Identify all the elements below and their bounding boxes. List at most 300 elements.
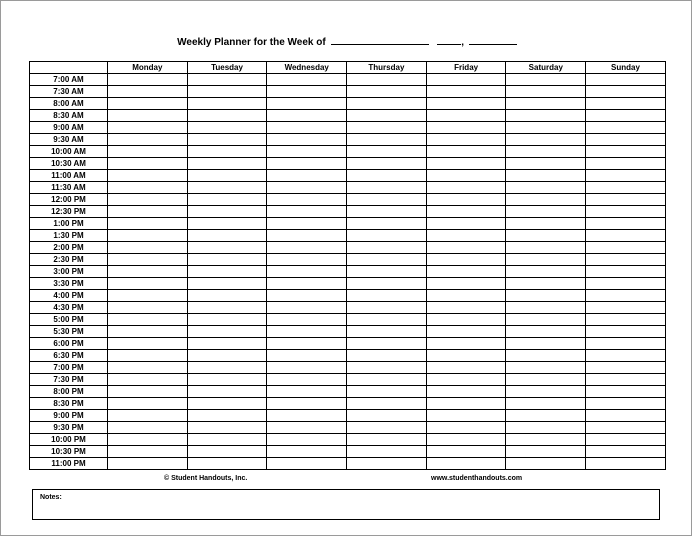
- slot-cell-friday[interactable]: [426, 458, 506, 470]
- slot-cell-sunday[interactable]: [586, 350, 666, 362]
- day-header-thursday: Thursday: [347, 62, 427, 74]
- slot-cell-thursday[interactable]: [347, 314, 427, 326]
- slot-cell-sunday[interactable]: [586, 278, 666, 290]
- time-row: [30, 218, 666, 230]
- slot-cell-sunday[interactable]: [586, 146, 666, 158]
- slot-cell-saturday[interactable]: [506, 434, 586, 446]
- slot-cell-monday[interactable]: [108, 158, 188, 170]
- slot-cell-tuesday[interactable]: [187, 242, 267, 254]
- slot-cell-wednesday[interactable]: [267, 86, 347, 98]
- slot-cell-thursday[interactable]: [347, 398, 427, 410]
- day-header-sunday: Sunday: [586, 62, 666, 74]
- week-year-blank[interactable]: [469, 35, 517, 45]
- slot-cell-thursday[interactable]: [347, 326, 427, 338]
- title-text: Weekly Planner for the Week of: [177, 37, 326, 48]
- slot-cell-sunday[interactable]: [586, 446, 666, 458]
- time-row: [30, 146, 666, 158]
- slot-cell-tuesday[interactable]: [187, 410, 267, 422]
- slot-cell-sunday[interactable]: [586, 386, 666, 398]
- slot-cell-tuesday[interactable]: [187, 218, 267, 230]
- slot-cell-monday[interactable]: [108, 98, 188, 110]
- time-row: [30, 182, 666, 194]
- time-label: 11:00 PM: [30, 458, 108, 470]
- time-label: 11:30 AM: [30, 182, 108, 194]
- slot-cell-sunday[interactable]: [586, 158, 666, 170]
- slot-cell-thursday[interactable]: [347, 134, 427, 146]
- slot-cell-friday[interactable]: [426, 194, 506, 206]
- slot-cell-thursday[interactable]: [347, 350, 427, 362]
- slot-cell-friday[interactable]: [426, 362, 506, 374]
- slot-cell-tuesday[interactable]: [187, 122, 267, 134]
- slot-cell-tuesday[interactable]: [187, 350, 267, 362]
- slot-cell-friday[interactable]: [426, 98, 506, 110]
- slot-cell-monday[interactable]: [108, 146, 188, 158]
- slot-cell-monday[interactable]: [108, 338, 188, 350]
- slot-cell-friday[interactable]: [426, 398, 506, 410]
- slot-cell-wednesday[interactable]: [267, 410, 347, 422]
- slot-cell-friday[interactable]: [426, 122, 506, 134]
- slot-cell-friday[interactable]: [426, 386, 506, 398]
- slot-cell-saturday[interactable]: [506, 230, 586, 242]
- slot-cell-thursday[interactable]: [347, 386, 427, 398]
- slot-cell-saturday[interactable]: [506, 134, 586, 146]
- time-row: [30, 314, 666, 326]
- slot-cell-saturday[interactable]: [506, 398, 586, 410]
- time-label: 8:30 AM: [30, 110, 108, 122]
- slot-cell-monday[interactable]: [108, 398, 188, 410]
- slot-cell-wednesday[interactable]: [267, 146, 347, 158]
- time-label: 12:00 PM: [30, 194, 108, 206]
- slot-cell-friday[interactable]: [426, 254, 506, 266]
- slot-cell-monday[interactable]: [108, 278, 188, 290]
- slot-cell-saturday[interactable]: [506, 146, 586, 158]
- slot-cell-wednesday[interactable]: [267, 434, 347, 446]
- slot-cell-sunday[interactable]: [586, 230, 666, 242]
- slot-cell-wednesday[interactable]: [267, 362, 347, 374]
- day-header-tuesday: Tuesday: [187, 62, 267, 74]
- slot-cell-saturday[interactable]: [506, 110, 586, 122]
- slot-cell-tuesday[interactable]: [187, 386, 267, 398]
- time-row: [30, 254, 666, 266]
- slot-cell-friday[interactable]: [426, 302, 506, 314]
- slot-cell-wednesday[interactable]: [267, 98, 347, 110]
- slot-cell-monday[interactable]: [108, 362, 188, 374]
- slot-cell-thursday[interactable]: [347, 146, 427, 158]
- slot-cell-monday[interactable]: [108, 350, 188, 362]
- slot-cell-friday[interactable]: [426, 242, 506, 254]
- slot-cell-monday[interactable]: [108, 218, 188, 230]
- slot-cell-saturday[interactable]: [506, 374, 586, 386]
- slot-cell-saturday[interactable]: [506, 158, 586, 170]
- slot-cell-monday[interactable]: [108, 434, 188, 446]
- slot-cell-wednesday[interactable]: [267, 182, 347, 194]
- slot-cell-sunday[interactable]: [586, 434, 666, 446]
- time-row: [30, 170, 666, 182]
- slot-cell-monday[interactable]: [108, 194, 188, 206]
- slot-cell-thursday[interactable]: [347, 422, 427, 434]
- slot-cell-tuesday[interactable]: [187, 98, 267, 110]
- notes-label: Notes:: [40, 494, 62, 501]
- slot-cell-friday[interactable]: [426, 206, 506, 218]
- slot-cell-thursday[interactable]: [347, 446, 427, 458]
- slot-cell-monday[interactable]: [108, 458, 188, 470]
- slot-cell-friday[interactable]: [426, 326, 506, 338]
- notes-box[interactable]: [32, 489, 660, 520]
- time-label: 10:00 PM: [30, 434, 108, 446]
- day-header-saturday: Saturday: [506, 62, 586, 74]
- slot-cell-wednesday[interactable]: [267, 422, 347, 434]
- slot-cell-sunday[interactable]: [586, 410, 666, 422]
- slot-cell-tuesday[interactable]: [187, 86, 267, 98]
- slot-cell-tuesday[interactable]: [187, 134, 267, 146]
- slot-cell-thursday[interactable]: [347, 242, 427, 254]
- slot-cell-friday[interactable]: [426, 422, 506, 434]
- slot-cell-friday[interactable]: [426, 110, 506, 122]
- slot-cell-tuesday[interactable]: [187, 374, 267, 386]
- slot-cell-tuesday[interactable]: [187, 338, 267, 350]
- slot-cell-wednesday[interactable]: [267, 338, 347, 350]
- slot-cell-tuesday[interactable]: [187, 446, 267, 458]
- slot-cell-sunday[interactable]: [586, 422, 666, 434]
- slot-cell-thursday[interactable]: [347, 254, 427, 266]
- time-label: 8:00 PM: [30, 386, 108, 398]
- time-label: 6:30 PM: [30, 350, 108, 362]
- slot-cell-friday[interactable]: [426, 410, 506, 422]
- slot-cell-saturday[interactable]: [506, 194, 586, 206]
- slot-cell-wednesday[interactable]: [267, 110, 347, 122]
- time-label: 1:00 PM: [30, 218, 108, 230]
- slot-cell-sunday[interactable]: [586, 242, 666, 254]
- slot-cell-tuesday[interactable]: [187, 290, 267, 302]
- slot-cell-friday[interactable]: [426, 290, 506, 302]
- slot-cell-tuesday[interactable]: [187, 326, 267, 338]
- slot-cell-tuesday[interactable]: [187, 146, 267, 158]
- slot-cell-thursday[interactable]: [347, 218, 427, 230]
- slot-cell-saturday[interactable]: [506, 350, 586, 362]
- slot-cell-thursday[interactable]: [347, 86, 427, 98]
- slot-cell-saturday[interactable]: [506, 242, 586, 254]
- slot-cell-thursday[interactable]: [347, 230, 427, 242]
- slot-cell-thursday[interactable]: [347, 170, 427, 182]
- day-header-wednesday: Wednesday: [267, 62, 347, 74]
- slot-cell-saturday[interactable]: [506, 314, 586, 326]
- slot-cell-monday[interactable]: [108, 242, 188, 254]
- slot-cell-saturday[interactable]: [506, 338, 586, 350]
- slot-cell-friday[interactable]: [426, 350, 506, 362]
- slot-cell-wednesday[interactable]: [267, 314, 347, 326]
- slot-cell-saturday[interactable]: [506, 266, 586, 278]
- slot-cell-friday[interactable]: [426, 146, 506, 158]
- slot-cell-monday[interactable]: [108, 170, 188, 182]
- slot-cell-thursday[interactable]: [347, 302, 427, 314]
- slot-cell-sunday[interactable]: [586, 74, 666, 86]
- slot-cell-tuesday[interactable]: [187, 278, 267, 290]
- time-row: [30, 410, 666, 422]
- time-row: [30, 326, 666, 338]
- time-label: 2:00 PM: [30, 242, 108, 254]
- slot-cell-wednesday[interactable]: [267, 458, 347, 470]
- slot-cell-thursday[interactable]: [347, 98, 427, 110]
- slot-cell-friday[interactable]: [426, 182, 506, 194]
- slot-cell-thursday[interactable]: [347, 110, 427, 122]
- slot-cell-saturday[interactable]: [506, 86, 586, 98]
- slot-cell-thursday[interactable]: [347, 410, 427, 422]
- slot-cell-friday[interactable]: [426, 338, 506, 350]
- slot-cell-sunday[interactable]: [586, 458, 666, 470]
- slot-cell-thursday[interactable]: [347, 206, 427, 218]
- time-rows: [30, 74, 666, 470]
- time-row: [30, 122, 666, 134]
- slot-cell-saturday[interactable]: [506, 278, 586, 290]
- time-row: [30, 446, 666, 458]
- time-label: 7:00 AM: [30, 74, 108, 86]
- slot-cell-thursday[interactable]: [347, 374, 427, 386]
- slot-cell-thursday[interactable]: [347, 458, 427, 470]
- time-label: 10:00 AM: [30, 146, 108, 158]
- slot-cell-thursday[interactable]: [347, 158, 427, 170]
- slot-cell-sunday[interactable]: [586, 254, 666, 266]
- slot-cell-sunday[interactable]: [586, 122, 666, 134]
- slot-cell-sunday[interactable]: [586, 326, 666, 338]
- time-row: [30, 134, 666, 146]
- slot-cell-monday[interactable]: [108, 254, 188, 266]
- slot-cell-saturday[interactable]: [506, 290, 586, 302]
- slot-cell-monday[interactable]: [108, 326, 188, 338]
- time-label: 9:00 AM: [30, 122, 108, 134]
- slot-cell-sunday[interactable]: [586, 170, 666, 182]
- copyright-notice: © Student Handouts, Inc.: [164, 475, 248, 482]
- slot-cell-tuesday[interactable]: [187, 302, 267, 314]
- week-day-blank[interactable]: [437, 35, 461, 45]
- slot-cell-sunday[interactable]: [586, 374, 666, 386]
- slot-cell-saturday[interactable]: [506, 206, 586, 218]
- slot-cell-monday[interactable]: [108, 374, 188, 386]
- slot-cell-wednesday[interactable]: [267, 194, 347, 206]
- slot-cell-friday[interactable]: [426, 374, 506, 386]
- slot-cell-sunday[interactable]: [586, 290, 666, 302]
- slot-cell-tuesday[interactable]: [187, 182, 267, 194]
- slot-cell-tuesday[interactable]: [187, 422, 267, 434]
- time-label: 6:00 PM: [30, 338, 108, 350]
- week-date-blank[interactable]: [331, 35, 429, 45]
- time-row: [30, 194, 666, 206]
- slot-cell-friday[interactable]: [426, 158, 506, 170]
- website-link: www.studenthandouts.com: [431, 475, 523, 482]
- slot-cell-friday[interactable]: [426, 230, 506, 242]
- slot-cell-thursday[interactable]: [347, 278, 427, 290]
- slot-cell-monday[interactable]: [108, 266, 188, 278]
- slot-cell-tuesday[interactable]: [187, 314, 267, 326]
- time-label: 9:30 PM: [30, 422, 108, 434]
- time-row: [30, 386, 666, 398]
- slot-cell-friday[interactable]: [426, 278, 506, 290]
- slot-cell-wednesday[interactable]: [267, 230, 347, 242]
- slot-cell-tuesday[interactable]: [187, 398, 267, 410]
- slot-cell-saturday[interactable]: [506, 446, 586, 458]
- slot-cell-saturday[interactable]: [506, 326, 586, 338]
- slot-cell-sunday[interactable]: [586, 218, 666, 230]
- slot-cell-tuesday[interactable]: [187, 194, 267, 206]
- slot-cell-saturday[interactable]: [506, 422, 586, 434]
- slot-cell-saturday[interactable]: [506, 410, 586, 422]
- time-label: 9:00 PM: [30, 410, 108, 422]
- slot-cell-sunday[interactable]: [586, 338, 666, 350]
- time-row: [30, 266, 666, 278]
- slot-cell-saturday[interactable]: [506, 254, 586, 266]
- time-row: [30, 206, 666, 218]
- slot-cell-saturday[interactable]: [506, 458, 586, 470]
- slot-cell-sunday[interactable]: [586, 110, 666, 122]
- slot-cell-monday[interactable]: [108, 182, 188, 194]
- time-label: 4:00 PM: [30, 290, 108, 302]
- slot-cell-thursday[interactable]: [347, 74, 427, 86]
- slot-cell-monday[interactable]: [108, 86, 188, 98]
- slot-cell-saturday[interactable]: [506, 302, 586, 314]
- slot-cell-friday[interactable]: [426, 134, 506, 146]
- time-row: [30, 398, 666, 410]
- slot-cell-tuesday[interactable]: [187, 170, 267, 182]
- slot-cell-wednesday[interactable]: [267, 74, 347, 86]
- slot-cell-saturday[interactable]: [506, 74, 586, 86]
- time-row: [30, 422, 666, 434]
- slot-cell-friday[interactable]: [426, 74, 506, 86]
- day-header-row: [30, 62, 666, 74]
- slot-cell-thursday[interactable]: [347, 266, 427, 278]
- slot-cell-saturday[interactable]: [506, 122, 586, 134]
- title-comma: ,: [461, 37, 465, 48]
- slot-cell-wednesday[interactable]: [267, 218, 347, 230]
- slot-cell-sunday[interactable]: [586, 314, 666, 326]
- slot-cell-wednesday[interactable]: [267, 158, 347, 170]
- slot-cell-thursday[interactable]: [347, 434, 427, 446]
- slot-cell-wednesday[interactable]: [267, 170, 347, 182]
- slot-cell-saturday[interactable]: [506, 170, 586, 182]
- slot-cell-tuesday[interactable]: [187, 230, 267, 242]
- slot-cell-monday[interactable]: [108, 74, 188, 86]
- slot-cell-wednesday[interactable]: [267, 134, 347, 146]
- slot-cell-friday[interactable]: [426, 86, 506, 98]
- time-row: [30, 290, 666, 302]
- slot-cell-sunday[interactable]: [586, 362, 666, 374]
- slot-cell-tuesday[interactable]: [187, 266, 267, 278]
- slot-cell-sunday[interactable]: [586, 194, 666, 206]
- slot-cell-monday[interactable]: [108, 122, 188, 134]
- slot-cell-friday[interactable]: [426, 218, 506, 230]
- slot-cell-sunday[interactable]: [586, 302, 666, 314]
- time-row: [30, 458, 666, 470]
- slot-cell-monday[interactable]: [108, 422, 188, 434]
- slot-cell-tuesday[interactable]: [187, 110, 267, 122]
- page-title: [1, 35, 692, 48]
- slot-cell-monday[interactable]: [108, 134, 188, 146]
- slot-cell-wednesday[interactable]: [267, 290, 347, 302]
- slot-cell-thursday[interactable]: [347, 290, 427, 302]
- slot-cell-wednesday[interactable]: [267, 398, 347, 410]
- slot-cell-sunday[interactable]: [586, 206, 666, 218]
- slot-cell-wednesday[interactable]: [267, 302, 347, 314]
- time-row: [30, 278, 666, 290]
- slot-cell-thursday[interactable]: [347, 182, 427, 194]
- slot-cell-friday[interactable]: [426, 314, 506, 326]
- time-label: 9:30 AM: [30, 134, 108, 146]
- slot-cell-monday[interactable]: [108, 290, 188, 302]
- slot-cell-wednesday[interactable]: [267, 374, 347, 386]
- slot-cell-thursday[interactable]: [347, 122, 427, 134]
- slot-cell-wednesday[interactable]: [267, 326, 347, 338]
- slot-cell-saturday[interactable]: [506, 218, 586, 230]
- slot-cell-wednesday[interactable]: [267, 266, 347, 278]
- time-label: 7:30 AM: [30, 86, 108, 98]
- slot-cell-tuesday[interactable]: [187, 458, 267, 470]
- slot-cell-wednesday[interactable]: [267, 278, 347, 290]
- time-label: 1:30 PM: [30, 230, 108, 242]
- slot-cell-tuesday[interactable]: [187, 254, 267, 266]
- slot-cell-wednesday[interactable]: [267, 242, 347, 254]
- slot-cell-monday[interactable]: [108, 410, 188, 422]
- slot-cell-monday[interactable]: [108, 386, 188, 398]
- slot-cell-monday[interactable]: [108, 230, 188, 242]
- slot-cell-tuesday[interactable]: [187, 158, 267, 170]
- slot-cell-tuesday[interactable]: [187, 434, 267, 446]
- slot-cell-wednesday[interactable]: [267, 350, 347, 362]
- slot-cell-friday[interactable]: [426, 434, 506, 446]
- time-label: 12:30 PM: [30, 206, 108, 218]
- slot-cell-thursday[interactable]: [347, 338, 427, 350]
- slot-cell-monday[interactable]: [108, 446, 188, 458]
- slot-cell-tuesday[interactable]: [187, 206, 267, 218]
- slot-cell-wednesday[interactable]: [267, 386, 347, 398]
- time-label: 2:30 PM: [30, 254, 108, 266]
- slot-cell-thursday[interactable]: [347, 194, 427, 206]
- slot-cell-wednesday[interactable]: [267, 206, 347, 218]
- time-label: 5:00 PM: [30, 314, 108, 326]
- slot-cell-friday[interactable]: [426, 446, 506, 458]
- slot-cell-wednesday[interactable]: [267, 446, 347, 458]
- slot-cell-friday[interactable]: [426, 170, 506, 182]
- time-row: [30, 230, 666, 242]
- slot-cell-sunday[interactable]: [586, 86, 666, 98]
- schedule-table: [29, 61, 666, 470]
- slot-cell-monday[interactable]: [108, 302, 188, 314]
- slot-cell-wednesday[interactable]: [267, 122, 347, 134]
- slot-cell-monday[interactable]: [108, 314, 188, 326]
- slot-cell-wednesday[interactable]: [267, 254, 347, 266]
- time-label: 3:30 PM: [30, 278, 108, 290]
- slot-cell-tuesday[interactable]: [187, 74, 267, 86]
- time-row: [30, 74, 666, 86]
- time-row: [30, 86, 666, 98]
- time-row: [30, 338, 666, 350]
- slot-cell-sunday[interactable]: [586, 134, 666, 146]
- slot-cell-sunday[interactable]: [586, 182, 666, 194]
- slot-cell-sunday[interactable]: [586, 266, 666, 278]
- slot-cell-sunday[interactable]: [586, 98, 666, 110]
- time-label: 7:30 PM: [30, 374, 108, 386]
- slot-cell-saturday[interactable]: [506, 386, 586, 398]
- slot-cell-monday[interactable]: [108, 110, 188, 122]
- slot-cell-thursday[interactable]: [347, 362, 427, 374]
- slot-cell-saturday[interactable]: [506, 98, 586, 110]
- time-label: 3:00 PM: [30, 266, 108, 278]
- time-label: 11:00 AM: [30, 170, 108, 182]
- slot-cell-tuesday[interactable]: [187, 362, 267, 374]
- slot-cell-sunday[interactable]: [586, 398, 666, 410]
- slot-cell-saturday[interactable]: [506, 362, 586, 374]
- time-row: [30, 362, 666, 374]
- slot-cell-friday[interactable]: [426, 266, 506, 278]
- slot-cell-saturday[interactable]: [506, 182, 586, 194]
- slot-cell-monday[interactable]: [108, 206, 188, 218]
